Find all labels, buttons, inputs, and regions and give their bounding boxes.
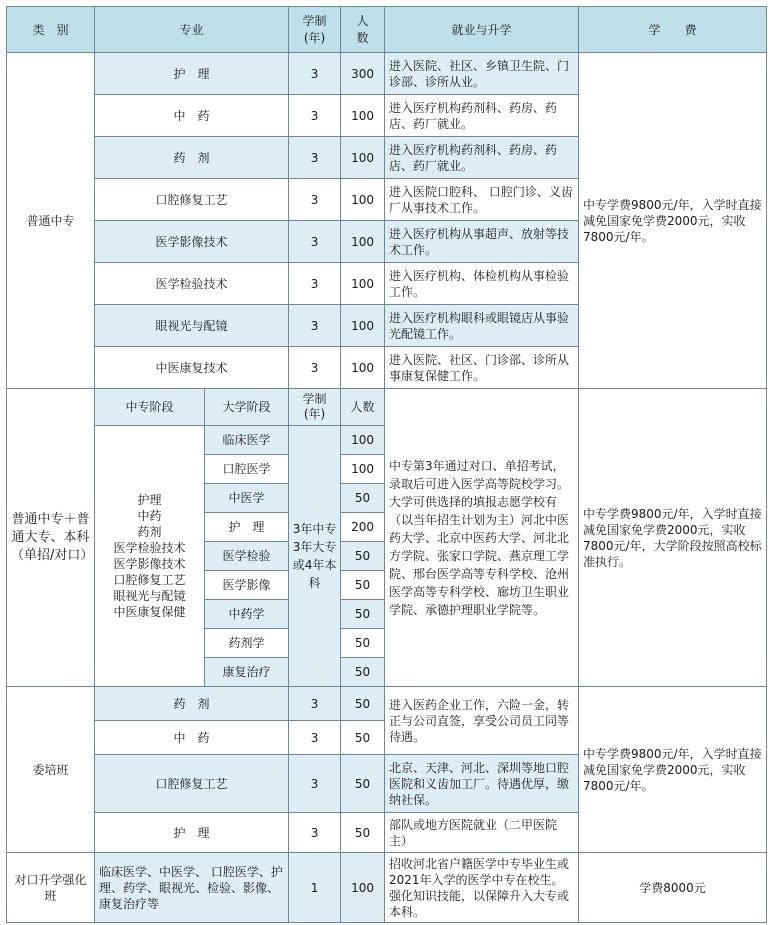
years-cell: 3	[289, 263, 341, 305]
header-duration: 学制 (年)	[289, 7, 341, 53]
count-cell: 50	[341, 721, 385, 755]
years-cell: 3	[289, 755, 341, 813]
employment-cell: 进入医疗机构、体检机构从事检验工作。	[385, 263, 579, 305]
stage2-major-cell: 康复治疗	[205, 658, 289, 687]
section-category: 委培班	[7, 687, 95, 853]
count-cell: 100	[341, 95, 385, 137]
major-cell: 眼视光与配镜	[95, 305, 289, 347]
count-cell: 100	[341, 221, 385, 263]
years-cell: 3	[289, 53, 341, 95]
major-cell: 医学检验技术	[95, 263, 289, 305]
employment-cell: 进入医疗机构眼科或眼镜店从事验光配镜工作。	[385, 305, 579, 347]
major-cell: 中 药	[95, 721, 289, 755]
major-cell: 护 理	[95, 813, 289, 853]
header-category: 类 别	[7, 7, 95, 53]
count-cell: 50	[341, 755, 385, 813]
count-cell: 100	[341, 426, 385, 455]
employment-cell: 进入医药企业工作，六险一金，转正与公司直签，享受公司员工同等待遇。	[385, 687, 579, 755]
major-cell: 医学影像技术	[95, 221, 289, 263]
major-cell: 口腔修复工艺	[95, 179, 289, 221]
duration-cell: 3年中专 3年大专 或4年本科	[289, 426, 341, 687]
employment-cell: 进入医疗机构药剂科、药房、药店、药厂就业。	[385, 137, 579, 179]
stage2-major-cell: 医学影像	[205, 571, 289, 600]
employment-cell: 中专第3年通过对口、单招考试，录取后可进入医学高等院校学习。大学可供选择的填报志愿学校有（以当年招生计划为主）河北中医药大学、北京中医药大学、河北北方学院、张家口学院、燕京理工学院、邢台医学高等专科学校、沧州医学高等专科学校、廊坊卫生职业学院、承德护理职业学院等。	[385, 389, 579, 687]
sub-header-stage1: 中专阶段	[95, 389, 205, 426]
count-cell: 100	[341, 853, 385, 923]
table-row	[7, 687, 767, 721]
header-count: 人 数	[341, 7, 385, 53]
count-cell: 50	[341, 629, 385, 658]
sub-header-duration: 学制 (年)	[289, 389, 341, 426]
employment-cell: 部队或地方医院就业（二甲医院主）	[385, 813, 579, 853]
count-cell: 100	[341, 455, 385, 484]
count-cell: 50	[341, 658, 385, 687]
years-cell: 1	[289, 853, 341, 923]
years-cell: 3	[289, 221, 341, 263]
fee-cell: 中专学费9800元/年，入学时直接减免国家免学费2000元，实收7800元/年。	[579, 53, 767, 389]
sub-header-count: 人数	[341, 389, 385, 426]
years-cell: 3	[289, 305, 341, 347]
major-cell: 药 剂	[95, 137, 289, 179]
major-cell: 临床医学、中医学、 口腔医学、护理、药学、眼视光、检验、影像、康复治疗等	[95, 853, 289, 923]
header-major: 专业	[95, 7, 289, 53]
count-cell: 50	[341, 600, 385, 629]
stage2-major-cell: 临床医学	[205, 426, 289, 455]
count-cell: 100	[341, 347, 385, 389]
employment-cell: 进入医院、社区、门诊部、诊所从事康复保健工作。	[385, 347, 579, 389]
employment-cell: 北京、天津、河北、深圳等地口腔医院和义齿加工厂。待遇优厚，缴纳社保。	[385, 755, 579, 813]
major-cell: 药 剂	[95, 687, 289, 721]
stage2-major-cell: 药剂学	[205, 629, 289, 658]
stage1-majors: 护理 中药 药剂 医学检验技术 医学影像技术 口腔修复工艺 眼视光与配镜 中医康复保健	[95, 426, 205, 687]
header-row	[7, 7, 767, 53]
years-cell: 3	[289, 813, 341, 853]
count-cell: 50	[341, 542, 385, 571]
stage2-major-cell: 中药学	[205, 600, 289, 629]
count-cell: 50	[341, 484, 385, 513]
years-cell: 3	[289, 347, 341, 389]
fee-cell: 中专学费9800元/年，入学时直接减免国家免学费2000元，实收7800元/年，大学阶段按照高校标准执行。	[579, 389, 767, 687]
employment-cell: 进入医疗机构药剂科、药房、药店、药厂就业。	[385, 95, 579, 137]
count-cell: 100	[341, 263, 385, 305]
header-employment: 就业与升学	[385, 7, 579, 53]
major-cell: 口腔修复工艺	[95, 755, 289, 813]
fee-cell: 学费8000元	[579, 853, 767, 923]
years-cell: 3	[289, 137, 341, 179]
years-cell: 3	[289, 179, 341, 221]
sub-header-stage2: 大学阶段	[205, 389, 289, 426]
count-cell: 50	[341, 813, 385, 853]
fee-cell: 中专学费9800元/年，入学时直接减免国家免学费2000元，实收7800元/年。	[579, 687, 767, 853]
stage2-major-cell: 医学检验	[205, 542, 289, 571]
section-category: 普通中专＋普通大专、本科（单招/对口）	[7, 389, 95, 687]
section-category: 对口升学强化班	[7, 853, 95, 923]
table-row	[7, 53, 767, 95]
years-cell: 3	[289, 687, 341, 721]
count-cell: 300	[341, 53, 385, 95]
major-cell: 中 药	[95, 95, 289, 137]
stage2-major-cell: 护 理	[205, 513, 289, 542]
section-category: 普通中专	[7, 53, 95, 389]
employment-cell: 进入医疗机构从事超声、放射等技术工作。	[385, 221, 579, 263]
years-cell: 3	[289, 721, 341, 755]
table-row	[7, 853, 767, 923]
major-cell: 护 理	[95, 53, 289, 95]
employment-cell: 进入医院、社区、乡镇卫生院、门诊部、诊所从业。	[385, 53, 579, 95]
stage2-major-cell: 口腔医学	[205, 455, 289, 484]
header-fee: 学 费	[579, 7, 767, 53]
sub-header-row	[7, 389, 767, 426]
count-cell: 100	[341, 305, 385, 347]
enrollment-table	[6, 6, 767, 923]
employment-cell: 招收河北省户籍医学中专毕业生或2021年入学的医学中专在校生。强化知识技能，以保障升入大专或本科。	[385, 853, 579, 923]
employment-cell: 进入医院口腔科、 口腔门诊、义齿厂从事技术工作。	[385, 179, 579, 221]
count-cell: 200	[341, 513, 385, 542]
count-cell: 50	[341, 571, 385, 600]
count-cell: 100	[341, 137, 385, 179]
major-cell: 中医康复技术	[95, 347, 289, 389]
count-cell: 50	[341, 687, 385, 721]
stage2-major-cell: 中医学	[205, 484, 289, 513]
count-cell: 100	[341, 179, 385, 221]
years-cell: 3	[289, 95, 341, 137]
